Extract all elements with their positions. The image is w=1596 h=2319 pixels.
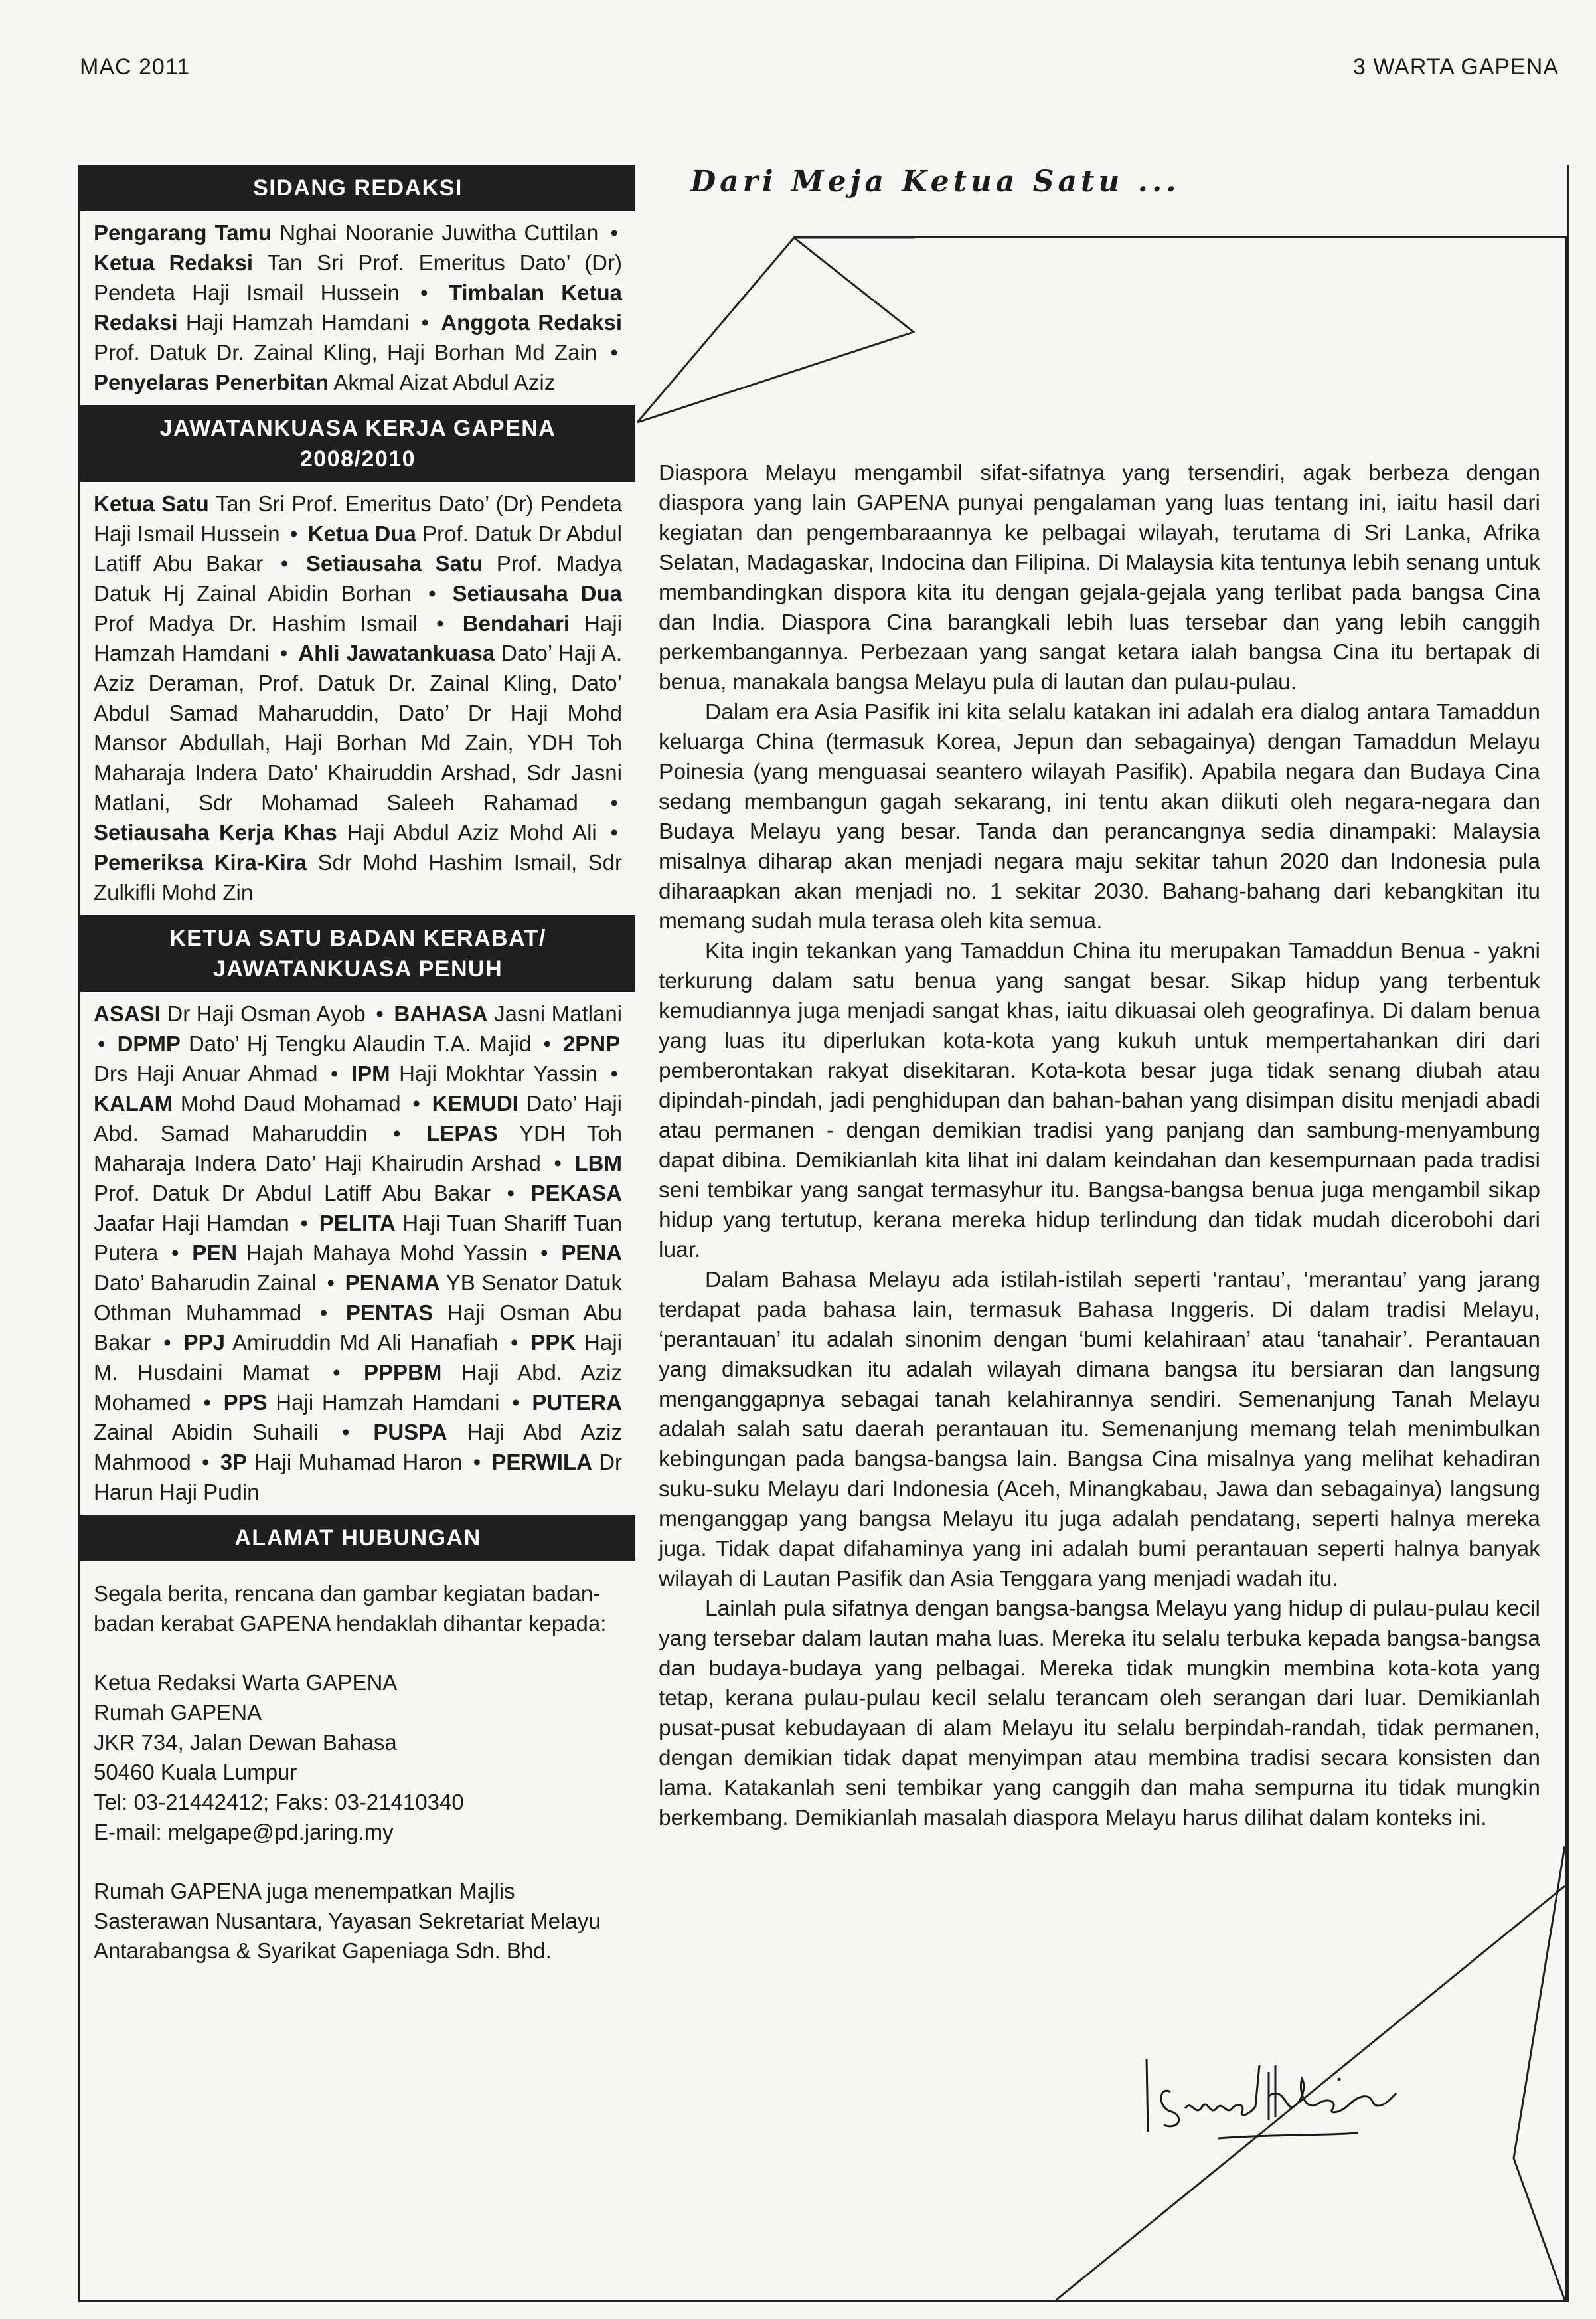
entry-names: Prof. Datuk Dr. Zainal Kling, Haji Borhan Md Zain	[94, 340, 598, 365]
bullet-separator: •	[495, 1181, 527, 1205]
address-block	[94, 1668, 622, 1847]
bullet-separator: •	[531, 1241, 558, 1265]
entries	[80, 211, 635, 405]
bullet-separator: •	[369, 1001, 390, 1026]
entry-role: PEKASA	[530, 1181, 623, 1205]
entry-role: 2PNP	[562, 1031, 621, 1056]
entry-names: Sdr Mohd Hashim Ismail, Sdr Zulkifli Mohd Zin	[94, 850, 622, 904]
address-line: Rumah GAPENA	[94, 1700, 262, 1725]
bullet-separator: •	[195, 1450, 216, 1474]
kerabat-section	[80, 915, 635, 1515]
entry-names: Jaafar Haji Hamdan	[94, 1211, 289, 1235]
entry-names: Haji Abd Aziz Mahmood	[94, 1420, 623, 1474]
entry-names: Dato’ Haji Abd. Samad Maharuddin	[94, 1091, 622, 1146]
sidang-redaksi-section	[80, 165, 635, 405]
entry-names: Zainal Abidin Suhaili	[94, 1420, 319, 1444]
entry-names: Nghai Nooranie Juwitha Cuttilan	[279, 220, 599, 245]
bullet-separator: •	[503, 1390, 528, 1415]
entry-role: DPMP	[117, 1031, 181, 1056]
bullet-separator: •	[600, 820, 618, 845]
entry-role: Timbalan Ketua Redaksi	[94, 280, 622, 335]
entry-role: PELITA	[319, 1211, 396, 1235]
editorial-paragraph: Kita ingin tekankan yang Tamaddun China itu merupakan Tamaddun Benua - yakni terkurung dalam satu benua yang sangat besar. Sikap hidup yang terbentuk kemudiannya juga menjadi sangat khas, iaitu dikuasai oleh geografinya. Di dalam benua yang luas itu diperlukan kota-kota yang kukuh untuk mempertahankan diri dari pemberontakan rakyat disekitaran. Kota-kota besar juga tidak senang diubah atau dipindah-pindah, jadi penghidupan dan bahan-bahan yang disimpan disitu menjadi abadi atau permanen - dengan demikian tradisi yang panjang dan sambung-menyambung dapat dibina. Demikianlah kita lihat ini dalam keindahan dan kesempurnaan pada tradisi seni tembikar yang sangat termasyhur itu. Bangsa-bangsa benua juga mengambil sikap hidup yang tertutup, kerana mereka hidup terlindung dan tidak mudah dicerobohi dari luar.	[659, 939, 1540, 1262]
entry-role: PENTAS	[345, 1300, 434, 1325]
masthead-entry	[94, 1001, 366, 1026]
bullet-separator: •	[195, 1390, 220, 1415]
entry-role: IPM	[351, 1061, 390, 1086]
bullet-separator: •	[416, 581, 449, 606]
entry-role: BAHASA	[394, 1001, 488, 1026]
bullet-separator: •	[403, 280, 445, 305]
entry-role: Penyelaras Penerbitan	[94, 370, 329, 394]
address-line: 50460 Kuala Lumpur	[94, 1760, 297, 1784]
entry-role: PUSPA	[373, 1420, 447, 1444]
entry-names: Haji Mokhtar Yassin	[399, 1061, 598, 1086]
entry-names: Haji Osman Abu Bakar	[94, 1300, 623, 1355]
masthead-entry	[394, 1001, 622, 1026]
bullet-separator: •	[601, 340, 618, 365]
email-link[interactable]: E-mail: melgape@pd.jaring.my	[94, 1820, 394, 1844]
alamat-closing: Rumah GAPENA juga menempatkan Majlis Sasterawan Nusantara, Yayasan Sekretariat Melayu Antarabangsa & Syarikat Gapeniaga Sdn. Bhd.	[94, 1879, 601, 1963]
entry-role: KEMUDI	[432, 1091, 519, 1116]
masthead-entry	[351, 1061, 598, 1086]
bullet-separator: •	[313, 1360, 360, 1385]
bullet-separator: •	[98, 1031, 114, 1056]
bullet-separator: •	[267, 551, 302, 576]
entry-names: Drs Haji Anuar Ahmad	[94, 1061, 318, 1086]
signature-mark	[1139, 2045, 1424, 2145]
masthead-entry	[184, 1330, 498, 1355]
bullet-separator: •	[283, 521, 304, 546]
entry-names: Dato’ Hj Tengku Alaudin T.A. Majid	[188, 1031, 532, 1056]
entry-role: Ketua Redaksi	[94, 250, 254, 275]
masthead-entry	[118, 1031, 532, 1056]
bullet-separator: •	[305, 1300, 342, 1325]
editorial-title: Dari Meja Ketua Satu ...	[690, 165, 1180, 199]
entry-role: PPJ	[183, 1330, 225, 1355]
bullet-separator: •	[322, 1420, 370, 1444]
bullet-separator: •	[602, 220, 618, 245]
section-title: JAWATANKUASA KERJA GAPENA 2008/2010	[80, 405, 635, 482]
editorial-paragraph: Dalam era Asia Pasifik ini kita selalu katakan ini adalah era dialog antara Tamaddun keluarga China (termasuk Korea, Jepun dan sebagainya) dengan Tamaddun Melayu Poinesia (yang menguasai seantero wilayah Pasifik). Apabila negara dan Budaya Cina sedang membangun gagah sekarang, ini tentu akan diikuti oleh negara-negara dan Budaya Melayu yang besar. Tanda dan perancangnya sedia dinampaki: Malaysia misalnya diharap akan menjadi negara maju sekitar tahun 2020 dan Indonesia pula diharaapkan akan menjadi no. 1 sekitar 2030. Bahang-bahang dari kebangkitan itu memang sudah mula terasa oleh kita semua.	[659, 700, 1540, 934]
bullet-separator: •	[535, 1031, 559, 1056]
entries	[80, 482, 635, 915]
folded-corner-graphic	[636, 226, 915, 465]
editorial-paragraph: Lainlah pula sifatnya dengan bangsa-bangsa Melayu yang hidup di pulau-pulau kecil yang tersebar dalam lautan maha luas. Mereka itu selalu terbuka kepada bangsa-bangsa dan budaya-budaya yang pelbagai. Mereka tidak mungkin membina kota-kota yang tetap, kerana pulau-pulau kecil selalu terancam oleh serangan dari luar. Demikianlah pusat-pusat kebudayaan di alam Melayu itu selalu berpindah-randah, tidak permanen, dengan demikian tidak dapat menyimpan atau membina tradisi secara konsisten dan lama. Katakanlah seni tembikar yang canggih dan maha sempurna itu tidak mungkin berkembang. Demikianlah masalah diaspora Melayu harus dilihat dalam konteks ini.	[659, 1596, 1540, 1830]
entry-names: Prof. Datuk Dr Abdul Latiff Abu Bakar	[94, 521, 622, 576]
bullet-separator: •	[293, 1211, 315, 1235]
entry-role: Pengarang Tamu	[94, 220, 272, 245]
address-line: JKR 734, Jalan Dewan Bahasa	[94, 1730, 397, 1755]
masthead-entry	[94, 1091, 401, 1116]
entry-names: Prof. Datuk Dr Abdul Latiff Abu Bakar	[94, 1181, 491, 1205]
bullet-separator: •	[162, 1241, 189, 1265]
entry-names: Haji Muhamad Haron	[254, 1450, 463, 1474]
entry-names: Haji Tuan Shariff Tuan Putera	[94, 1211, 623, 1265]
editorial-body	[659, 458, 1540, 1833]
entry-role: Ketua Dua	[307, 521, 416, 546]
address-line: Ketua Redaksi Warta GAPENA	[94, 1670, 398, 1695]
masthead-column	[78, 165, 635, 2300]
entries	[80, 992, 635, 1515]
entry-names: Tan Sri Prof. Emeritus Dato’ (Dr) Pendeta Haji Ismail Hussein	[94, 491, 622, 546]
entry-names: Haji Hamzah Hamdani	[94, 611, 623, 665]
masthead-entry	[192, 1241, 527, 1265]
bullet-separator: •	[273, 641, 295, 665]
entry-names: YDH Toh Maharaja Indera Dato’ Haji Khairudin Arshad	[94, 1121, 623, 1175]
entry-role: Setiausaha Satu	[305, 551, 483, 576]
bullet-separator: •	[321, 1061, 347, 1086]
entry-role: PENAMA	[345, 1270, 440, 1295]
alamat-intro: Segala berita, rencana dan gambar kegiatan badan-badan kerabat GAPENA hendaklah dihantar kepada:	[94, 1581, 607, 1636]
editorial-paragraph: Dalam Bahasa Melayu ada istilah-istilah seperti ‘rantau’, ‘merantau’ yang jarang terdapat pada bahasa lain, termasuk Bahasa Inggeris. Di dalam tradisi Melayu, ‘perantauan’ itu adalah sinonim dengan ‘bumi kelahiraan’ atau ‘tanahair’. Perantauan yang dimaksudkan itu adalah wilayah dimana bangsa itu bersiaran dan langsung menganggapnya sebagai tanah kelahirannya sendiri. Semenanjung Tanah Melayu adalah salah satu daerah perantauan itu. Semenanjung memang telah menimbulkan kebingungan pada bangsa-bangsa lain. Bangsa Cina misalnya yang melihat kehadiran suku-suku Melayu dari Indonesia (Aceh, Minangkabau, Jawa dan sebagainya) langsung menganggap yang bangsa Melayu itu juga adalah pendatang, seperti halnya mereka juga. Tidak dapat difahaminya yang ini adalah bumi perantauan seperti halnya banyak wilayah di Lautan Pasifik dan Asia Tenggara yang menjadi wadah itu.	[659, 1268, 1540, 1591]
jawatankuasa-section	[80, 405, 635, 915]
bullet-separator: •	[422, 611, 459, 636]
entry-names: Jasni Matlani	[494, 1001, 623, 1026]
alamat-section	[80, 1515, 635, 1974]
entry-names: Akmal Aizat Abdul Aziz	[333, 370, 556, 394]
masthead-entry	[220, 1450, 463, 1474]
bullet-separator: •	[155, 1330, 180, 1355]
entry-names: Dato’ Haji A. Aziz Deraman, Prof. Datuk Dr. Zainal Kling, Dato’ Abdul Samad Maharuddin, Dato’ Dr Haji Mohd Mansor Abdullah, Haji Borhan Md Zain, YDH Toh Maharaja Indera Dato’ Khairuddin Arshad, Sdr Jasni Matlani, Sdr Mohamad Saleeh Rahamad	[94, 641, 623, 815]
bullet-separator: •	[601, 1061, 619, 1086]
entry-role: KALAM	[94, 1091, 173, 1116]
entry-role: ASASI	[94, 1001, 161, 1026]
bullet-separator: •	[502, 1330, 527, 1355]
entry-role: LBM	[574, 1151, 622, 1175]
masthead-entry	[94, 220, 598, 245]
masthead-entry	[94, 820, 597, 845]
entry-names: Dato’ Baharudin Zainal	[94, 1270, 317, 1295]
section-title: ALAMAT HUBUNGAN	[80, 1515, 635, 1561]
entry-names: Haji Abd. Aziz Mohamed	[94, 1360, 622, 1415]
entry-role: Ketua Satu	[94, 491, 209, 516]
entry-role: 3P	[220, 1450, 248, 1474]
entry-names: YB Senator Datuk Othman Muhammad	[94, 1270, 623, 1325]
masthead-entry	[94, 641, 622, 815]
entry-names: Haji Hamzah Hamdani	[276, 1390, 500, 1415]
entry-role: Setiausaha Dua	[452, 581, 623, 606]
entry-names: Prof Madya Dr. Hashim Ismail	[94, 611, 418, 636]
entry-role: PENA	[561, 1241, 623, 1265]
bullet-separator: •	[544, 1151, 571, 1175]
bullet-separator: •	[466, 1450, 488, 1474]
bullet-separator: •	[582, 790, 618, 815]
masthead-entry	[224, 1390, 500, 1415]
bullet-separator: •	[371, 1121, 423, 1146]
entry-names: Tan Sri Prof. Emeritus Dato’ (Dr) Pendeta Haji Ismail Hussein	[94, 250, 622, 305]
entry-names: Haji M. Husdaini Mamat	[94, 1330, 623, 1385]
page-number-publication: 3 WARTA GAPENA	[1352, 54, 1559, 80]
entry-role: PPPBM	[364, 1360, 442, 1385]
entry-names: Amiruddin Md Ali Hanafiah	[232, 1330, 499, 1355]
section-title: SIDANG REDAKSI	[80, 165, 635, 211]
entry-role: PEN	[192, 1241, 238, 1265]
entry-names: Mohd Daud Mohamad	[180, 1091, 401, 1116]
entry-role: PUTERA	[532, 1390, 623, 1415]
entry-role: Bendahari	[462, 611, 570, 636]
entry-role: Setiausaha Kerja Khas	[94, 820, 337, 845]
bullet-separator: •	[413, 310, 438, 335]
bullet-separator: •	[404, 1091, 428, 1116]
entry-names: Hajah Mahaya Mohd Yassin	[246, 1241, 528, 1265]
entry-role: Pemeriksa Kira-Kira	[94, 850, 307, 875]
entry-role: PPK	[530, 1330, 576, 1355]
entry-names: Prof. Madya Datuk Hj Zainal Abidin Borhan	[94, 551, 622, 606]
entry-names: Dr Harun Haji Pudin	[94, 1450, 623, 1504]
entry-names: Dr Haji Osman Ayob	[167, 1001, 366, 1026]
entry-names: Haji Abdul Aziz Mohd Ali	[347, 820, 597, 845]
entry-role: LEPAS	[426, 1121, 498, 1146]
masthead-entry	[94, 850, 622, 904]
entry-names: Haji Hamzah Hamdani	[185, 310, 410, 335]
masthead-entry	[94, 370, 555, 394]
section-title: KETUA SATU BADAN KERABAT/ JAWATANKUASA PENUH	[80, 915, 635, 992]
entry-role: PERWILA	[491, 1450, 592, 1474]
entry-role: PPS	[223, 1390, 268, 1415]
editorial-paragraph: Diaspora Melayu mengambil sifat-sifatnya yang tersendiri, agak berbeza dengan diaspora yang lain GAPENA punyai pengalaman yang luas tentang ini, iaitu hasil dari kegiatan dan pengembaraannya ke pelbagai wilayah, terutama di Sri Lanka, Afrika Selatan, Madagaskar, Indocina dan Filipina. Di Malaysia kita tentunya lebih senang untuk membandingkan dispora kita itu dengan gejala-gejala yang terlibat pada bangsa Cina dan India. Diaspora Cina barangkali lebih luas tersebar dan yang lebih canggih perkembangannya. Perbezaan yang sangat ketara ialah bangsa Cina itu bertapak di benua, manakala bangsa Melayu pula di lautan dan pulau-pulau.	[659, 461, 1540, 695]
entry-role: Ahli Jawatankuasa	[298, 641, 495, 665]
bullet-separator: •	[320, 1270, 341, 1295]
entry-role: Anggota Redaksi	[441, 310, 622, 335]
box-top-edge	[793, 236, 1567, 238]
phone-fax: Tel: 03-21442412; Faks: 03-21410340	[94, 1790, 464, 1814]
issue-date: MAC 2011	[80, 54, 191, 80]
